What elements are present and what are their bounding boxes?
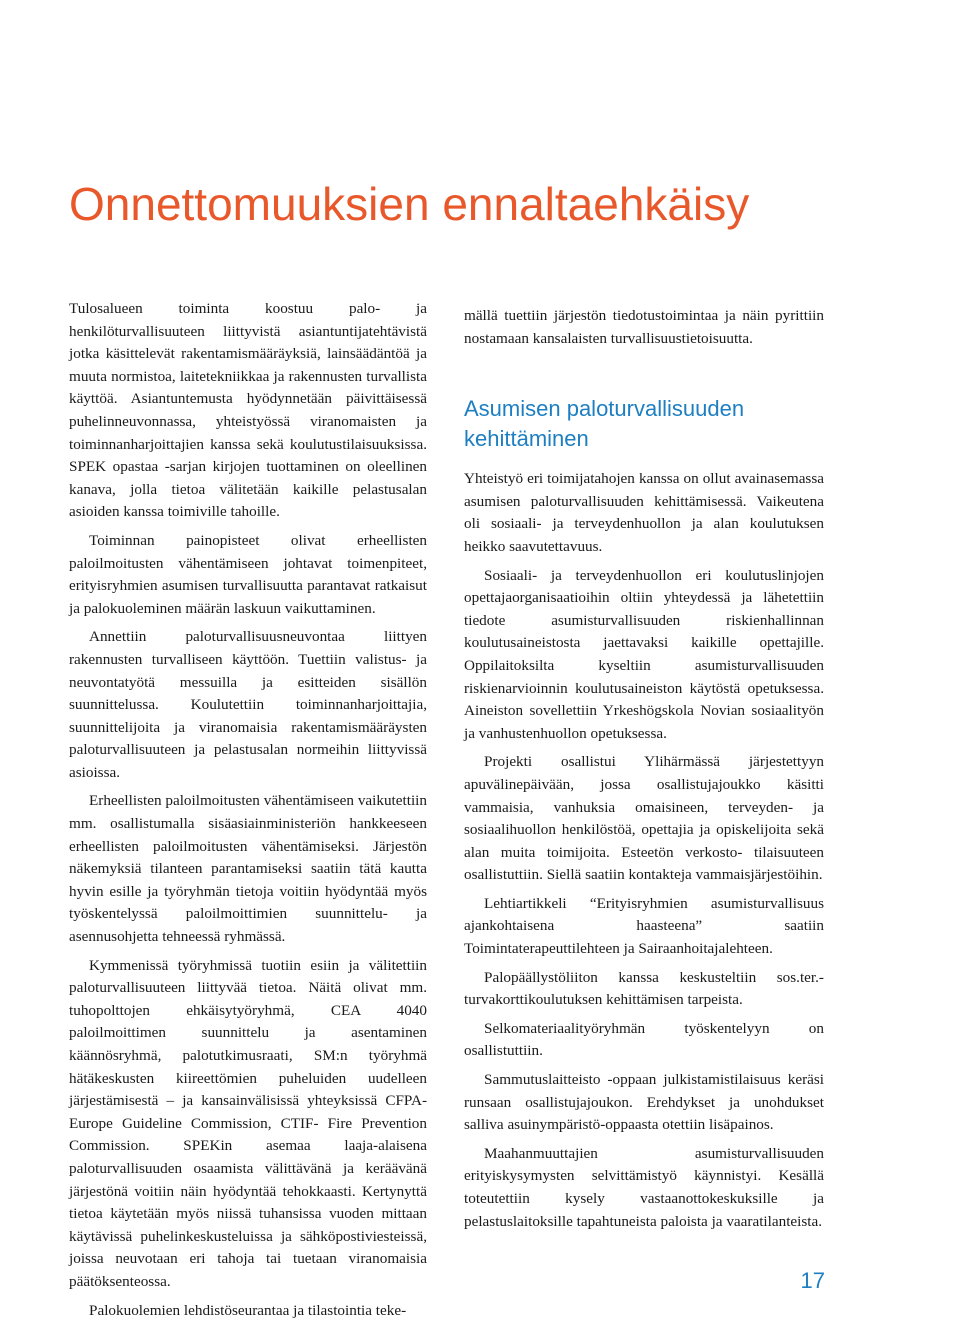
right-column xyxy=(464,305,824,1239)
left-paragraph-5: Kymmenissä työryhmissä tuotiin esiin ja välitettiin paloturvallisuuteen liittyvää tietoa. Näitä olivat mm. tuhopolttojen ehkäisytyöryhmä, CEA 4040 paloilmoittimen suunnittelu ja asentaminen käännösryhmä, palotutkimusraati, SM:n työryhmä hätäkeskusten kiireettömien puheluiden uudelleen järjestämisestä – ja kansainvälisissä yhteyksissä CFPA-Europe Guideline Commission, CTIF- Fire Prevention Commission. SPEKin asemaa laaja-alaisena paloturvallisuuden osaamista välittävänä ja keräävänä järjestönä voitiin näin hyödyntää tehokkaasti. Kertynyttä tietoa käytetään myös niissä tuhansissa vuoden mittaan käytävissä puhelinkeskusteluissa ja sähköpostiviesteissä, joissa neuvotaan eri tahoja tai tuetaan viranomaisia päätöksenteossa. xyxy=(69,956,427,1290)
page-number: 17 xyxy=(800,1268,825,1293)
left-paragraph-4: Erheellisten paloilmoitusten vähentämiseen vaikutettiin mm. osallistumalla sisäasiainministeriön hankkeeseen erheellisten paloilmoitusten vähentämiseksi. Järjestön näkemyksiä tilanteen parantamiseksi saatiin tätä kautta hyvin esille ja työryhmän tietoja voitiin hyödyntää myös työskentelyssä paloilmoittimien suunnittelu- ja asennusohjetta tehneessä ryhmässä. xyxy=(69,792,427,946)
left-column xyxy=(69,298,427,1328)
page-title: Onnettomuuksien ennaltaehkäisy xyxy=(69,178,750,230)
right-paragraph-3: Projekti osallistui Ylihärmässä järjestettyyn apuvälinepäivään, jossa osallistujajoukko käsitti vammaisia, vanhuksia omaisineen, terveyden- ja sosiaalihuollon henkilöstöä, opettajia ja opiskelijoita sekä alan muita toimijoita. Esteetön verkosto- tilaisuuteen osallistuttiin. Siellä saatiin kontakteja vammaisjärjestöihin. xyxy=(464,753,824,884)
section-heading: Asumisen paloturvallisuuden kehittäminen xyxy=(464,396,745,452)
right-paragraph-6: Selkomateriaalityöryhmän työskentelyyn on osallistuttiin. xyxy=(464,1019,824,1060)
right-paragraph-1: Yhteistyö eri toimijatahojen kanssa on ollut avainasemassa asumisen paloturvallisuuden kehittämisessä. Vaikeutena oli sosiaali- ja terveydenhuollon ja alan koulutuksen heikko saavutettavuus. xyxy=(464,470,824,555)
right-paragraph-7: Sammutuslaitteisto -oppaan julkistamistilaisuus keräsi runsaan osallistujajoukon. Erehdykset ja unohdukset salliva asuinympäristö-oppaasta otettiin lisäpainos. xyxy=(464,1071,824,1134)
left-paragraph-2: Toiminnan painopisteet olivat erheellisten paloilmoitusten vähentämiseen johtavat toimenpiteet, erityisryhmien asumisen turvallisuutta parantavat ratkaisut ja palokuoleminen määrän laskuun vaikuttaminen. xyxy=(69,531,427,617)
right-intro-paragraph: mällä tuettiin järjestön tiedotustoimintaa ja näin pyrittiin nostamaan kansalaisten turvallisuustietoisuutta. xyxy=(464,307,824,347)
right-paragraph-5: Palopäällystöliiton kanssa keskusteltiin sos.ter.-turvakorttikoulutuksen kehittämisen tarpeista. xyxy=(464,968,824,1009)
left-paragraph-1: Tulosalueen toiminta koostuu palo- ja henkilöturvallisuuteen liittyvistä asiantuntijatehtävistä jotka käsittelevät rakentamismääräyksiä, lainsäädäntöä ja muuta normistoa, laitetekniikkaa ja rakennusten turvallista käyttöä. Asiantuntemusta hyödynnetään päivittäisessä puhelinneuvonnassa, yhteistyössä viranomaisten ja toiminnanharjoittajien kanssa sekä koulutustilaisuuksissa. SPEK opastaa -sarjan kirjojen tuottaminen on oleellinen kanava, jolla tietoa välitetään kaikille pelastusalan asioiden kanssa toimiville tahoille. xyxy=(69,300,427,521)
right-paragraph-8: Maahanmuuttajien asumisturvallisuuden erityiskysymysten selvittämistyö käynnistyi. Kesällä toteutettiin kysely vastaanottokeskuksille ja pelastuslaitoksille tapahtuneista paloista ja vaaratilanteista. xyxy=(464,1144,824,1230)
left-paragraph-3: Annettiin paloturvallisuusneuvontaa liittyen rakennusten turvalliseen käyttöön. Tuettiin valistus- ja neuvontatyötä messuilla ja esitteiden sisällön suunnittelussa. Koulutettiin toiminnanharjoittajia, suunnittelijoita ja viranomaisia rakentamismääräysten paloturvallisuuteen ja pelastusalan normeihin liittyvissä asioissa. xyxy=(69,628,427,781)
left-paragraph-6: Palokuolemien lehdistöseurantaa ja tilastointia teke- xyxy=(89,1301,407,1319)
right-paragraph-4: Lehtiartikkeli “Erityisryhmien asumisturvallisuus ajankohtaisena haasteena” saatiin Toimintaterapeuttilehteen ja Sairaanhoitajalehteen. xyxy=(464,894,824,958)
right-paragraph-2: Sosiaali- ja terveydenhuollon eri koulutuslinjojen opettajaorganisaatioihin oltiin yhteydessä ja lähetettiin tiedote asumisturvallisuuden riskienhallinnan koulutusaineistosta jaettavaksi kaikille opettajille. Oppilaitoksilta kyseltiin asumisturvallisuuden riskienarvioinnin koulutusaineiston käytöstä opetuksessa. Aineiston sovellettiin Yrkeshögskola Novian sosiaalityön ja vanhustenhuollon opetuksessa. xyxy=(464,566,824,742)
